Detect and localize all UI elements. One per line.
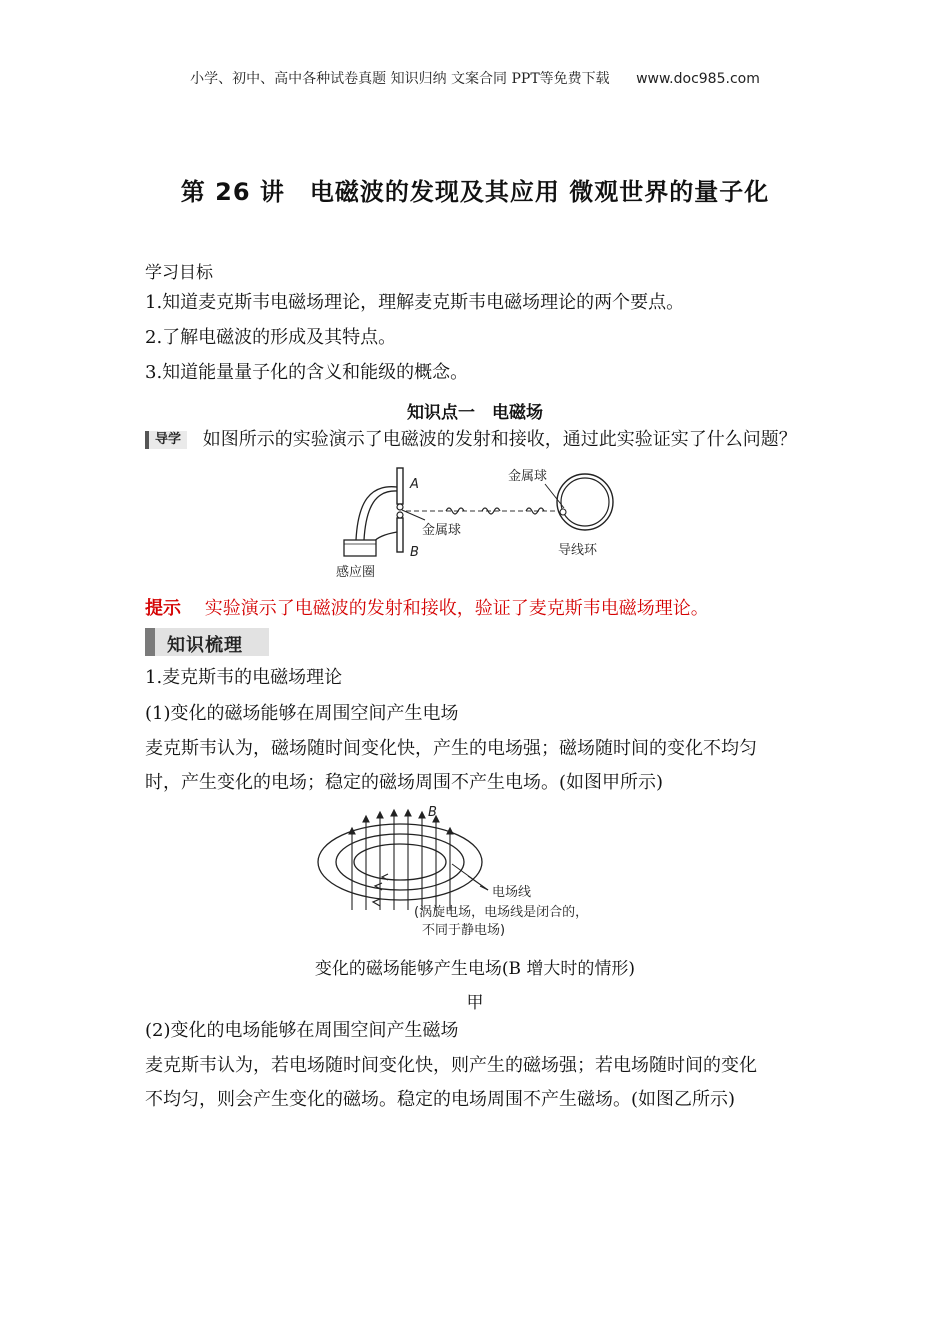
label-coil: 感应圈 xyxy=(336,565,376,580)
wire-upper xyxy=(356,487,397,540)
ring-ball xyxy=(560,509,566,515)
page-header xyxy=(0,68,950,88)
vortex-field-figure xyxy=(312,802,652,942)
label-ball-right: 金属球 xyxy=(508,469,548,484)
label-ring: 导线环 xyxy=(558,543,598,558)
plate-b xyxy=(397,518,403,552)
summary-item-title: 1.麦克斯韦的电磁场理论 xyxy=(145,667,343,688)
ellipse-arrow xyxy=(373,899,380,906)
label-b: B xyxy=(410,545,419,560)
guide-question-row xyxy=(145,423,797,457)
field-ellipse-outer xyxy=(318,824,482,900)
summary-badge-label: 知识梳理 xyxy=(167,635,243,656)
field-ellipse-middle xyxy=(336,834,464,890)
pointer-line xyxy=(468,876,488,890)
field-ellipse-inner xyxy=(354,844,446,880)
header-text: 小学、初中、高中各种试卷真题 知识归纳 文案合同 PPT等免费下载 xyxy=(190,71,610,87)
hint-label: 提示 xyxy=(145,598,181,619)
page-title: 第 26 讲 电磁波的发现及其应用 微观世界的量子化 xyxy=(180,178,770,206)
leader-left-ball xyxy=(402,510,425,520)
paragraph-line: 麦克斯韦认为，若电场随时间变化快，则产生的磁场强；若电场随时间的变化 xyxy=(145,1055,757,1076)
wire-lower xyxy=(374,532,397,542)
summary-badge-bar xyxy=(145,628,155,656)
guide-question: 如图所示的实验演示了电磁波的发射和接收，通过此实验证实了什么问题？ xyxy=(202,429,797,450)
wire-ring xyxy=(557,474,613,530)
figure2-name: 甲 xyxy=(466,993,484,1013)
em-wave-experiment-figure xyxy=(330,462,630,582)
coil-box xyxy=(344,540,376,556)
label-ball-left: 金属球 xyxy=(422,523,462,538)
wire-ring-inner xyxy=(561,478,609,526)
ball-upper xyxy=(397,504,403,510)
label-field-line: 电场线 xyxy=(492,885,532,900)
hint-text: 实验演示了电磁波的发射和接收，验证了麦克斯韦电磁场理论。 xyxy=(204,598,709,619)
label-note-1: (涡旋电场，电场线是闭合的， xyxy=(414,905,589,920)
header-site[interactable]: www.doc985.com xyxy=(636,71,760,87)
section-heading: 知识点一 电磁场 xyxy=(407,403,543,423)
label-a: A xyxy=(410,477,419,492)
paragraph-line: 麦克斯韦认为，磁场随时间变化快，产生的电场强；磁场随时间的变化不均匀 xyxy=(145,738,757,759)
sub-title-2: (2)变化的电场能够在周围空间产生磁场 xyxy=(145,1020,459,1041)
objectives-heading: 学习目标 xyxy=(145,263,213,283)
plate-a xyxy=(397,468,403,504)
paragraph-line: 不均匀，则会产生变化的磁场。稳定的电场周围不产生磁场。(如图乙所示) xyxy=(145,1089,736,1110)
sub-title-1: (1)变化的磁场能够在周围空间产生电场 xyxy=(145,703,459,724)
figure2-caption: 变化的磁场能够产生电场(B 增大时的情形) xyxy=(314,959,636,979)
summary-badge xyxy=(145,628,269,656)
paragraph-line: 时，产生变化的电场；稳定的磁场周围不产生电场。(如图甲所示) xyxy=(145,772,664,793)
objective-item: 2.了解电磁波的形成及其特点。 xyxy=(145,327,397,348)
label-b-field: B xyxy=(428,805,437,820)
objective-item: 3.知道能量量子化的含义和能级的概念。 xyxy=(145,362,469,383)
label-note-2: 不同于静电场) xyxy=(422,923,506,938)
objective-item: 1.知道麦克斯韦电磁场理论，理解麦克斯韦电磁场理论的两个要点。 xyxy=(145,292,685,313)
guide-badge: 导学 xyxy=(145,431,187,449)
b-field-lines xyxy=(349,810,453,910)
ball-lower xyxy=(397,512,403,518)
hint-row xyxy=(145,594,709,620)
